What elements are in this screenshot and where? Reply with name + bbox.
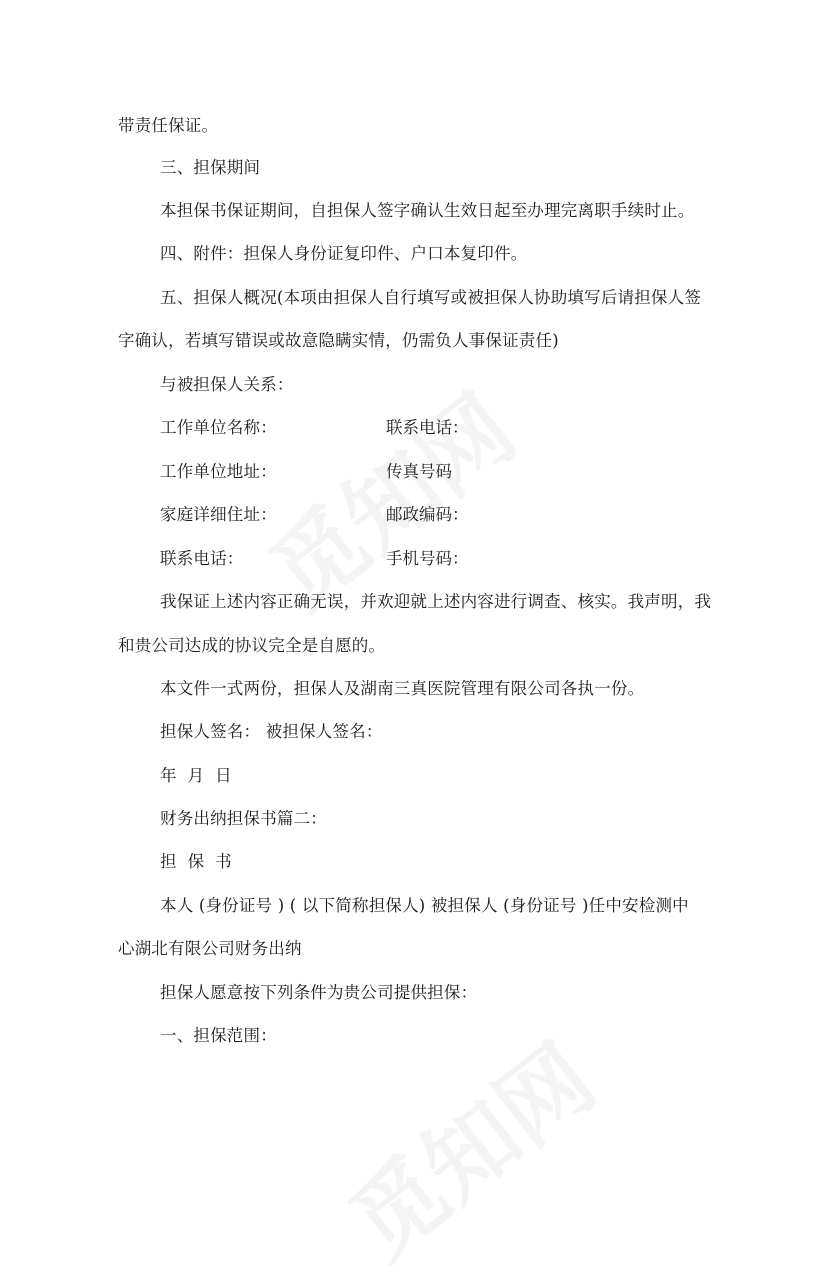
- date-line: 年 月 日: [160, 766, 232, 785]
- text-line: 担保人愿意按下列条件为贵公司提供担保：: [160, 983, 478, 1002]
- section-heading: 三、担保期间: [160, 158, 261, 177]
- text-line: 和贵公司达成的协议完全是自愿的。: [118, 636, 386, 655]
- text-line: 我保证上述内容正确无误，并欢迎就上述内容进行调查、核实。我声明，我: [160, 592, 712, 611]
- form-field-label: 邮政编码：: [386, 505, 469, 524]
- text-line: 本人 (身份证号 ) ( 以下简称担保人) 被担保人 (身份证号 )任中安检测中: [160, 896, 689, 915]
- section-heading: 财务出纳担保书篇二：: [160, 809, 327, 828]
- form-field-label: 联系电话：: [160, 549, 244, 568]
- form-field-label: 联系电话：: [386, 418, 469, 437]
- form-field-label: 传真号码: [386, 462, 452, 481]
- text-line: 本文件一式两份，担保人及湖南三真医院管理有限公司各执一份。: [160, 679, 645, 698]
- signature-line: 担保人签名： 被担保人签名：: [160, 722, 383, 741]
- watermark-bottom: [319, 1009, 618, 1283]
- form-field-label: 与被担保人关系：: [160, 375, 294, 394]
- document-title: 担 保 书: [160, 852, 232, 871]
- text-line: 心湖北有限公司财务出纳: [118, 939, 302, 958]
- section-heading: 一、担保范围：: [160, 1026, 277, 1045]
- text-line: 字确认，若填写错误或故意隐瞒实情，仍需负人事保证责任): [118, 331, 559, 350]
- form-field-label: 工作单位名称：: [160, 418, 277, 437]
- form-field-label: 工作单位地址：: [160, 462, 277, 481]
- form-field-label: 家庭详细住址：: [160, 505, 277, 524]
- text-line: 本担保书保证期间，自担保人签字确认生效日起至办理完离职手续时止。: [160, 201, 695, 220]
- text-line: 带责任保证。: [118, 116, 219, 135]
- form-field-label: 手机号码：: [386, 549, 469, 568]
- section-heading: 五、担保人概况(本项由担保人自行填写或被担保人协助填写后请担保人签: [160, 288, 702, 307]
- section-heading: 四、附件：担保人身份证复印件、户口本复印件。: [160, 244, 528, 263]
